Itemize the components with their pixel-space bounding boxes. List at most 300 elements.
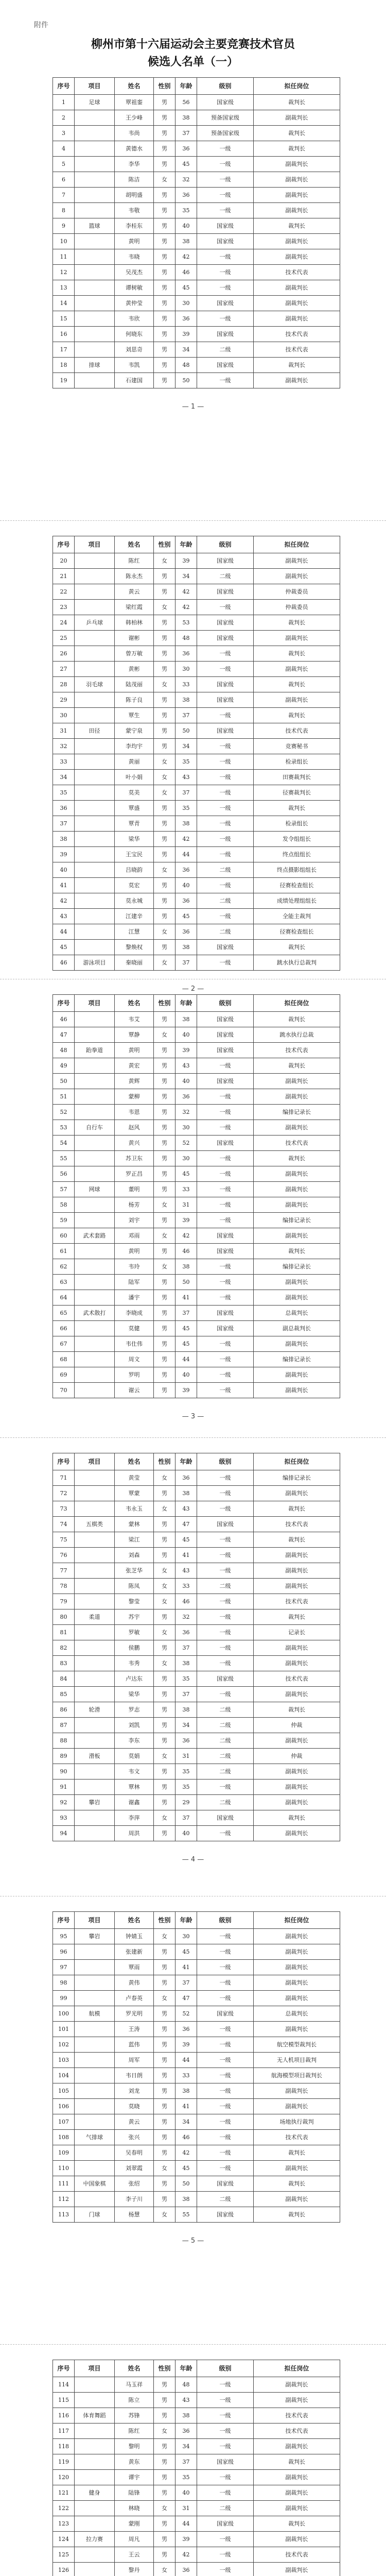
cell-name: 苏卫东 (115, 1151, 154, 1166)
cell-project (75, 1213, 115, 1228)
cell-no: 76 (53, 1548, 75, 1563)
cell-name: 李华 (115, 157, 154, 172)
cell-age: 40 (176, 878, 197, 893)
cell-no: 27 (53, 662, 75, 677)
table-row (53, 2393, 340, 2408)
cell-pos: 副裁判长 (254, 1687, 340, 1702)
cell-pos: 航海模型项目裁判长 (254, 2068, 340, 2083)
cell-no: 34 (53, 770, 75, 785)
cell-sex: 男 (154, 1367, 176, 1383)
cell-grade: 二级 (197, 2501, 254, 2516)
cell-project (75, 2439, 115, 2454)
cell-grade: 一级 (197, 2145, 254, 2161)
cell-name: 陈立 (115, 2393, 154, 2408)
cell-project (75, 1671, 115, 1687)
cell-sex: 男 (154, 708, 176, 723)
cell-grade: 一级 (197, 1975, 254, 1991)
cell-name: 韦凯 (115, 358, 154, 373)
cell-pos: 裁判长 (254, 1702, 340, 1718)
table-row (53, 692, 340, 708)
cell-age: 36 (176, 1089, 197, 1105)
cell-age: 46 (176, 265, 197, 280)
roster-table (52, 1911, 340, 2223)
cell-grade: 一级 (197, 1486, 254, 1501)
cell-grade: 二级 (197, 862, 254, 878)
table-row (53, 1733, 340, 1749)
cell-pos: 裁判长 (254, 1501, 340, 1517)
cell-no: 6 (53, 172, 75, 188)
cell-grade: 一级 (197, 1609, 254, 1625)
cell-grade: 一级 (197, 2424, 254, 2439)
cell-project (75, 296, 115, 311)
cell-sex: 男 (154, 2547, 176, 2563)
cell-name: 黎莹 (115, 1594, 154, 1609)
cell-project (75, 600, 115, 615)
cell-grade: 一级 (197, 801, 254, 816)
cell-age: 42 (176, 2145, 197, 2161)
cell-pos: 航空模型裁判长 (254, 2037, 340, 2053)
cell-sex: 女 (154, 172, 176, 188)
cell-name: 李晓成 (115, 1306, 154, 1321)
cell-grade: 一级 (197, 878, 254, 893)
cell-no: 43 (53, 909, 75, 924)
cell-name: 覃祖銮 (115, 95, 154, 110)
cell-age: 35 (176, 1764, 197, 1780)
cell-pos: 跳水执行总裁判 (254, 955, 340, 971)
cell-project (75, 878, 115, 893)
cell-name: 韦永玉 (115, 1501, 154, 1517)
cell-grade: 一级 (197, 2470, 254, 2485)
cell-name: 陆锋 (115, 2485, 154, 2501)
column-header: 姓名 (115, 536, 154, 553)
cell-grade: 国家级 (197, 1244, 254, 1259)
cell-project (75, 1640, 115, 1656)
cell-age: 39 (176, 1383, 197, 1398)
cell-pos: 副裁判长 (254, 311, 340, 327)
cell-age: 37 (176, 785, 197, 801)
cell-pos: 副裁判长 (254, 2393, 340, 2408)
table-row (53, 126, 340, 141)
cell-no: 40 (53, 862, 75, 878)
cell-pos: 成绩处理组组长 (254, 893, 340, 909)
cell-project (75, 1336, 115, 1352)
cell-pos: 编排记录长 (254, 1213, 340, 1228)
table-row (53, 1795, 340, 1810)
table-row (53, 1780, 340, 1795)
column-header: 级别 (197, 2360, 254, 2377)
cell-grade: 一级 (197, 2114, 254, 2130)
cell-grade: 一级 (197, 1991, 254, 2006)
cell-sex: 男 (154, 141, 176, 157)
column-header: 项目 (75, 536, 115, 553)
cell-age: 36 (176, 646, 197, 662)
cell-age: 44 (176, 2053, 197, 2068)
cell-sex: 男 (154, 615, 176, 631)
cell-name: 蒙刚 (115, 2516, 154, 2532)
table-row (53, 1687, 340, 1702)
cell-age: 44 (176, 2516, 197, 2532)
cell-age: 40 (176, 2485, 197, 2501)
cell-sex: 男 (154, 1640, 176, 1656)
table-row (53, 2114, 340, 2130)
cell-sex: 男 (154, 2393, 176, 2408)
cell-sex: 男 (154, 2439, 176, 2454)
cell-project (75, 1944, 115, 1960)
cell-no: 122 (53, 2501, 75, 2516)
cell-sex: 男 (154, 2068, 176, 2083)
table-row (53, 1501, 340, 1517)
cell-project: 羽毛球 (75, 677, 115, 692)
cell-project (75, 203, 115, 218)
table-row (53, 708, 340, 723)
cell-pos: 裁判长 (254, 2145, 340, 2161)
table-row (53, 1486, 340, 1501)
cell-sex: 女 (154, 1810, 176, 1826)
cell-pos: 副裁判长 (254, 296, 340, 311)
table-row (53, 2516, 340, 2532)
table-row (53, 553, 340, 569)
cell-pos: 裁判长 (254, 2516, 340, 2532)
cell-name: 韦晓 (115, 249, 154, 265)
cell-name: 杨芳 (115, 1197, 154, 1213)
cell-project: 乒乓球 (75, 615, 115, 631)
cell-no: 16 (53, 327, 75, 342)
cell-no: 37 (53, 816, 75, 832)
table-row (53, 1960, 340, 1975)
cell-sex: 男 (154, 1944, 176, 1960)
cell-age: 35 (176, 203, 197, 218)
cell-name: 莫宏 (115, 878, 154, 893)
cell-sex: 女 (154, 553, 176, 569)
cell-grade: 一级 (197, 2408, 254, 2424)
cell-no: 121 (53, 2485, 75, 2501)
cell-pos: 副裁判长 (254, 373, 340, 388)
cell-pos: 编排记录长 (254, 1105, 340, 1120)
cell-age: 41 (176, 1960, 197, 1975)
cell-sex: 女 (154, 1625, 176, 1640)
cell-grade: 一级 (197, 1944, 254, 1960)
cell-age: 35 (176, 1780, 197, 1795)
table-row (53, 280, 340, 296)
table-row (53, 1306, 340, 1321)
cell-no: 42 (53, 893, 75, 909)
cell-project (75, 2022, 115, 2037)
cell-age: 45 (176, 909, 197, 924)
cell-name: 邓雨 (115, 1228, 154, 1244)
cell-sex: 男 (154, 1306, 176, 1321)
table-row (53, 1625, 340, 1640)
cell-name: 黎焕权 (115, 940, 154, 955)
roster-table (52, 2360, 340, 2576)
column-header: 性别 (154, 536, 176, 553)
cell-grade: 国家级 (197, 1810, 254, 1826)
cell-project (75, 1105, 115, 1120)
cell-age: 36 (176, 2022, 197, 2037)
cell-pos: 副裁判长 (254, 553, 340, 569)
table-row (53, 862, 340, 878)
table-row (53, 249, 340, 265)
cell-name: 曾万敏 (115, 646, 154, 662)
cell-name: 张芝华 (115, 1563, 154, 1579)
cell-sex: 男 (154, 1718, 176, 1733)
cell-age: 39 (176, 553, 197, 569)
cell-project (75, 631, 115, 646)
cell-age: 38 (176, 1656, 197, 1671)
table-row (53, 1548, 340, 1563)
cell-pos: 全能主裁判 (254, 909, 340, 924)
cell-age: 33 (176, 1182, 197, 1197)
cell-name: 陈永杰 (115, 569, 154, 584)
cell-project (75, 265, 115, 280)
cell-grade: 国家级 (197, 218, 254, 234)
cell-age: 30 (176, 1151, 197, 1166)
cell-pos: 副裁判长 (254, 1991, 340, 2006)
cell-sex: 男 (154, 662, 176, 677)
cell-project (75, 708, 115, 723)
cell-no: 35 (53, 785, 75, 801)
table-row (53, 203, 340, 218)
cell-no: 41 (53, 878, 75, 893)
cell-sex: 女 (154, 1228, 176, 1244)
cell-no: 81 (53, 1625, 75, 1640)
cell-sex: 女 (154, 955, 176, 971)
cell-pos: 终点摄影组组长 (254, 862, 340, 878)
cell-grade: 二级 (197, 1718, 254, 1733)
cell-age: 45 (176, 1944, 197, 1960)
cell-sex: 男 (154, 2470, 176, 2485)
cell-age: 40 (176, 1826, 197, 1841)
cell-name: 董明 (115, 1182, 154, 1197)
cell-name: 谢鑫 (115, 1795, 154, 1810)
cell-name: 罗敏 (115, 1625, 154, 1640)
cell-project (75, 311, 115, 327)
column-header: 拟任岗位 (254, 1453, 340, 1470)
cell-age: 30 (176, 1120, 197, 1136)
table-row (53, 2068, 340, 2083)
roster-table (52, 1453, 340, 1841)
cell-no: 30 (53, 708, 75, 723)
roster-table (52, 77, 340, 388)
cell-project: 攀岩 (75, 1795, 115, 1810)
cell-name: 蒙宁泉 (115, 723, 154, 739)
cell-sex: 女 (154, 1259, 176, 1275)
cell-no: 118 (53, 2439, 75, 2454)
cell-name: 钟婧玉 (115, 1929, 154, 1944)
cell-age: 34 (176, 569, 197, 584)
cell-no: 117 (53, 2424, 75, 2439)
cell-no: 32 (53, 739, 75, 754)
cell-name: 黄德水 (115, 141, 154, 157)
cell-grade: 一级 (197, 832, 254, 847)
cell-no: 111 (53, 2176, 75, 2192)
cell-project (75, 2099, 115, 2114)
column-header: 性别 (154, 78, 176, 95)
cell-project (75, 924, 115, 940)
cell-sex: 男 (154, 327, 176, 342)
cell-pos: 技术代表 (254, 2547, 340, 2563)
cell-grade: 一级 (197, 1290, 254, 1306)
cell-project (75, 126, 115, 141)
cell-grade: 国家级 (197, 692, 254, 708)
cell-name: 李桂东 (115, 218, 154, 234)
cell-age: 36 (176, 924, 197, 940)
cell-name: 黄明 (115, 1043, 154, 1058)
cell-project (75, 1259, 115, 1275)
cell-name: 覃生 (115, 708, 154, 723)
cell-age: 37 (176, 708, 197, 723)
cell-pos: 检录组长 (254, 754, 340, 770)
column-header: 级别 (197, 995, 254, 1012)
cell-no: 28 (53, 677, 75, 692)
cell-project (75, 1321, 115, 1336)
cell-pos: 技术代表 (254, 327, 340, 342)
cell-age: 29 (176, 1795, 197, 1810)
cell-sex: 男 (154, 2192, 176, 2207)
cell-pos: 副裁判长 (254, 1166, 340, 1182)
cell-sex: 男 (154, 847, 176, 862)
page-5 (52, 1911, 340, 2223)
cell-pos: 副裁判长 (254, 1733, 340, 1749)
cell-no: 115 (53, 2393, 75, 2408)
cell-pos: 副裁判长 (254, 1367, 340, 1383)
cell-name: 梁华 (115, 832, 154, 847)
cell-project (75, 110, 115, 126)
cell-age: 34 (176, 2439, 197, 2454)
cell-pos: 副裁判长 (254, 1089, 340, 1105)
cell-name: 覃静 (115, 1027, 154, 1043)
column-header: 序号 (53, 78, 75, 95)
cell-name: 韦日朗 (115, 2068, 154, 2083)
cell-sex: 男 (154, 646, 176, 662)
table-header-row (53, 536, 340, 553)
cell-grade: 二级 (197, 893, 254, 909)
cell-age: 46 (176, 1594, 197, 1609)
cell-project (75, 1625, 115, 1640)
column-header: 姓名 (115, 1912, 154, 1929)
cell-grade: 国家级 (197, 1043, 254, 1058)
cell-no: 123 (53, 2516, 75, 2532)
cell-no: 49 (53, 1058, 75, 1074)
cell-grade: 二级 (197, 1749, 254, 1764)
cell-no: 114 (53, 2377, 75, 2393)
cell-project (75, 373, 115, 388)
cell-no: 50 (53, 1074, 75, 1089)
table-row (53, 1259, 340, 1275)
cell-name: 韦玲 (115, 1259, 154, 1275)
page-divider (0, 520, 386, 522)
cell-sex: 男 (154, 1687, 176, 1702)
cell-project (75, 1501, 115, 1517)
cell-no: 70 (53, 1383, 75, 1398)
table-row (53, 1975, 340, 1991)
cell-no: 7 (53, 188, 75, 203)
page-number: — 5 — (182, 2237, 204, 2245)
cell-age: 42 (176, 584, 197, 600)
cell-age: 44 (176, 1352, 197, 1367)
table-row (53, 1671, 340, 1687)
column-header: 年龄 (176, 536, 197, 553)
cell-sex: 女 (154, 2424, 176, 2439)
cell-project (75, 1367, 115, 1383)
cell-grade: 国家级 (197, 358, 254, 373)
cell-no: 12 (53, 265, 75, 280)
cell-no: 17 (53, 342, 75, 358)
cell-project: 攀岩 (75, 1929, 115, 1944)
cell-age: 40 (176, 1074, 197, 1089)
table-row (53, 1810, 340, 1826)
cell-pos: 副裁判长 (254, 1228, 340, 1244)
cell-name: 黄东 (115, 2454, 154, 2470)
table-row (53, 1136, 340, 1151)
cell-grade: 一级 (197, 1367, 254, 1383)
page-4 (52, 1453, 340, 1841)
cell-name: 陈洁 (115, 172, 154, 188)
cell-grade: 国家级 (197, 1228, 254, 1244)
cell-sex: 女 (154, 2563, 176, 2576)
cell-project (75, 249, 115, 265)
cell-sex: 男 (154, 2454, 176, 2470)
table-row (53, 1702, 340, 1718)
cell-no: 33 (53, 754, 75, 770)
cell-project (75, 785, 115, 801)
cell-pos: 副裁判长 (254, 2099, 340, 2114)
cell-sex: 男 (154, 2037, 176, 2053)
cell-grade: 二级 (197, 1795, 254, 1810)
cell-age: 36 (176, 2424, 197, 2439)
cell-sex: 男 (154, 296, 176, 311)
table-row (53, 296, 340, 311)
cell-name: 陈红 (115, 553, 154, 569)
cell-pos: 裁判长 (254, 358, 340, 373)
cell-pos: 裁判长 (254, 95, 340, 110)
cell-name: 李均宇 (115, 739, 154, 754)
cell-grade: 一级 (197, 909, 254, 924)
cell-sex: 男 (154, 1089, 176, 1105)
table-row (53, 2424, 340, 2439)
cell-name: 黄丽 (115, 754, 154, 770)
cell-pos: 副裁判长 (254, 1120, 340, 1136)
cell-project: 排球 (75, 358, 115, 373)
cell-pos: 副裁判长 (254, 1764, 340, 1780)
table-row (53, 2145, 340, 2161)
cell-project (75, 2161, 115, 2176)
cell-grade: 一级 (197, 172, 254, 188)
page-number: — 4 — (182, 1856, 204, 1863)
cell-project: 田径 (75, 723, 115, 739)
cell-no: 51 (53, 1089, 75, 1105)
cell-grade: 国家级 (197, 723, 254, 739)
cell-project (75, 770, 115, 785)
cell-project (75, 2563, 115, 2576)
table-row (53, 2176, 340, 2192)
cell-grade: 一级 (197, 754, 254, 770)
cell-no: 25 (53, 631, 75, 646)
table-row (53, 816, 340, 832)
cell-sex: 女 (154, 770, 176, 785)
cell-pos: 仲裁 (254, 1749, 340, 1764)
cell-pos: 场地执行裁判 (254, 2114, 340, 2130)
cell-no: 58 (53, 1197, 75, 1213)
cell-project (75, 2424, 115, 2439)
cell-sex: 男 (154, 1058, 176, 1074)
table-row (53, 188, 340, 203)
cell-name: 谢云 (115, 1383, 154, 1398)
cell-sex: 男 (154, 218, 176, 234)
table-row (53, 218, 340, 234)
table-row (53, 2454, 340, 2470)
cell-no: 18 (53, 358, 75, 373)
cell-name: 蒙林 (115, 1517, 154, 1532)
